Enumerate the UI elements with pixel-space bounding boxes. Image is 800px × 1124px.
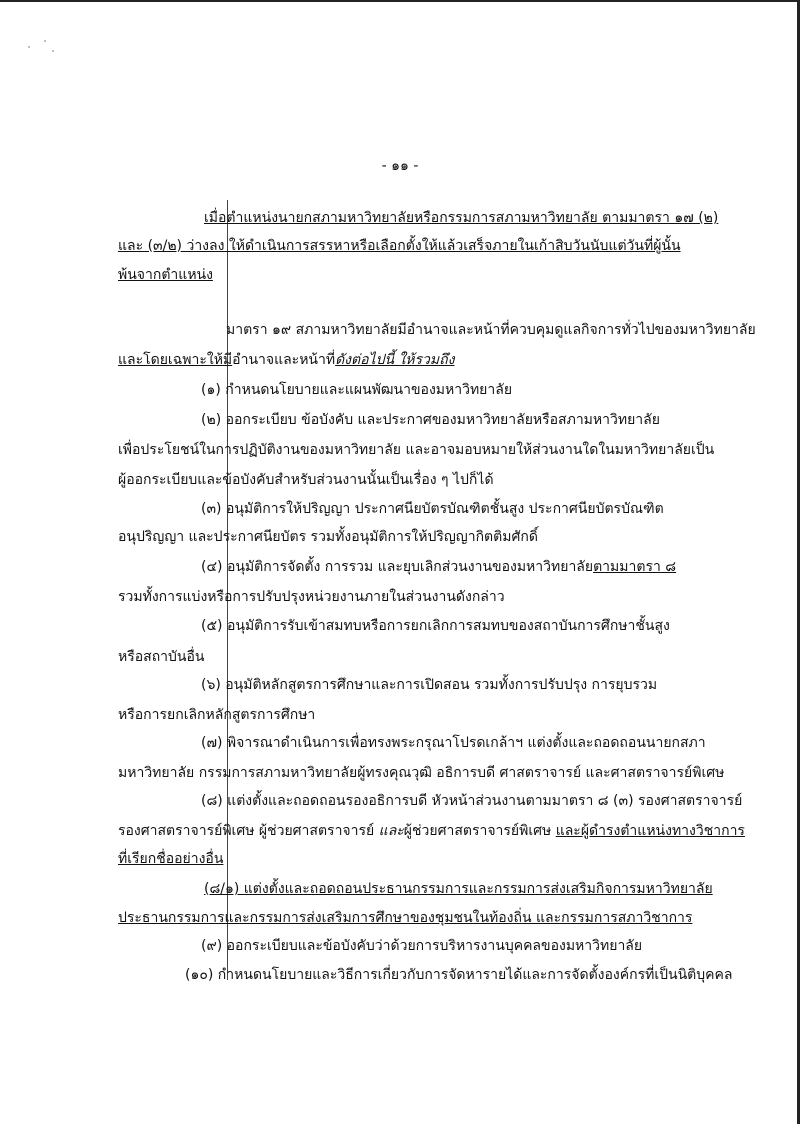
- document-line: [185, 966, 732, 984]
- line-segment: ตามมาตรา ๘: [593, 559, 677, 575]
- line-segment: รวมทั้งการแบ่งหรือการปรับปรุงหน่วยงานภายในส่วนงานดังกล่าว: [118, 589, 505, 605]
- document-line: [118, 237, 681, 255]
- line-segment: และ: [378, 823, 404, 839]
- document-line: [201, 381, 512, 399]
- document-line: [118, 471, 494, 489]
- line-segment: หรือสถาบันอื่น: [118, 649, 205, 665]
- document-line: [201, 411, 660, 429]
- document-line: [118, 706, 315, 724]
- page-number: - ๑๑ -: [381, 158, 419, 174]
- document-line: [201, 734, 706, 752]
- line-segment: ผู้ออกระเบียบและข้อบังคับสำหรับส่วนงานนั้นเป็นเรื่อง ๆ ไปก็ได้: [118, 472, 494, 488]
- document-line: [118, 441, 714, 459]
- line-segment: (๕) อนุมัติการรับเข้าสมทบหรือการยกเลิกการสมทบของสถาบันการศึกษาชั้นสูง: [201, 618, 670, 634]
- line-segment: มาตรา ๑๙ สภามหาวิทยาลัยมีอำนาจและหน้าที่ควบคุมดูแลกิจการทั่วไปของมหาวิทยาลัย: [226, 322, 756, 338]
- line-segment: (๑) กำหนดนโยบายและแผนพัฒนาของมหาวิทยาลัย: [201, 382, 513, 398]
- line-segment: (๔) อนุมัติการจัดตั้ง การรวม และยุบเลิกส่วนงานของมหาวิทยาลัย: [201, 559, 594, 575]
- document-line: [201, 500, 664, 518]
- line-segment: หรือการยกเลิกหลักสูตรการศึกษา: [118, 707, 316, 723]
- document-line: [118, 588, 505, 606]
- line-segment: ผู้ช่วยศาสตราจารย์พิเศษ: [403, 823, 556, 839]
- line-segment: มหาวิทยาลัย กรรมการสภามหาวิทยาลัยผู้ทรงคุณวุฒิ อธิการบดี ศาสตราจารย์ และศาสตราจารย์พิเศษ: [118, 765, 725, 781]
- line-segment: (๘) แต่งตั้งและถอดถอนรองอธิการบดี หัวหน้าส่วนงานตามมาตรา ๘ (๓) รองศาสตราจารย์: [201, 793, 743, 809]
- line-segment: (๓) อนุมัติการให้ปริญญา ประกาศนียบัตรบัณฑิตชั้นสูง ประกาศนียบัตรบัณฑิต: [201, 501, 664, 517]
- line-segment: รองศาสตราจารย์พิเศษ ผู้ช่วยศาสตราจารย์: [118, 823, 379, 839]
- line-segment: และโดยเฉพาะให้มี: [118, 352, 233, 368]
- document-line: [226, 321, 756, 339]
- scan-speck: [44, 40, 46, 42]
- line-segment: (๑๐) กำหนดนโยบายและวิธีการเกี่ยวกับการจัดหารายได้และการจัดตั้งองค์กรที่เป็นนิติบุคคล: [185, 967, 733, 983]
- document-line: [201, 558, 676, 576]
- document-line: [118, 764, 724, 782]
- scan-speck: [52, 50, 54, 52]
- scan-speck: [28, 46, 30, 48]
- line-segment: พ้นจากตำแหน่ง: [118, 267, 213, 283]
- document-line: [118, 850, 223, 868]
- document-line: [201, 617, 670, 635]
- line-segment: และผู้ดำรงตำแหน่งทางวิชาการ: [555, 823, 745, 839]
- document-line: [118, 822, 745, 840]
- document-line: [201, 937, 642, 955]
- line-segment: (๘/๑) แต่งตั้งและถอดถอนประธานกรรมการและกรรมการส่งเสริมกิจการมหาวิทยาลัย: [204, 881, 713, 897]
- document-line: [118, 351, 454, 369]
- line-segment: (๒) ออกระเบียบ ข้อบังคับ และประกาศของมหาวิทยาลัยหรือสภามหาวิทยาลัย: [201, 412, 660, 428]
- line-segment: (๖) อนุมัติหลักสูตรการศึกษาและการเปิดสอน รวมทั้งการปรับปรุง การยุบรวม: [201, 677, 658, 693]
- line-segment: ประธานกรรมการและกรรมการส่งเสริมการศึกษาของชุมชนในท้องถิ่น และกรรมการสภาวิชาการ: [118, 910, 693, 926]
- line-segment: เพื่อประโยชน์ในการปฏิบัติงานของมหาวิทยาลัย และอาจมอบหมายให้ส่วนงานใดในมหาวิทยาลัยเป็น: [118, 442, 715, 458]
- document-line: [204, 209, 718, 227]
- document-line: [118, 266, 213, 284]
- line-segment: อำนาจและหน้าที่: [232, 352, 336, 368]
- line-segment: ที่เรียกชื่ออย่างอื่น: [118, 851, 224, 867]
- line-segment: เมื่อตำแหน่งนายกสภามหาวิทยาลัยหรือกรรมการสภามหาวิทยาลัย ตามมาตรา ๑๗ (๒): [204, 210, 719, 226]
- line-segment: (๗) พิจารณาดำเนินการเพื่อทรงพระกรุณาโปรดเกล้าฯ แต่งตั้งและถอดถอนนายกสภา: [201, 735, 706, 751]
- line-segment: ดังต่อไปนี้ ให้รวมถึง: [335, 352, 455, 368]
- document-line: [118, 648, 204, 666]
- scan-border-top: [0, 0, 800, 2]
- line-segment: (๙) ออกระเบียบและข้อบังคับว่าด้วยการบริหารงานบุคคลของมหาวิทยาลัย: [201, 938, 643, 954]
- document-line: [204, 880, 713, 898]
- document-line: [118, 528, 538, 546]
- line-segment: อนุปริญญา และประกาศนียบัตร รวมทั้งอนุมัติการให้ปริญญากิตติมศักดิ์: [118, 529, 538, 545]
- document-line: [201, 676, 657, 694]
- document-line: [201, 792, 742, 810]
- line-segment: และ (๓/๒) ว่างลง ให้ดำเนินการสรรหาหรือเลือกตั้งให้แล้วเสร็จภายในเก้าสิบวันนับแต่วันที่ผู้นั้น: [118, 238, 681, 254]
- document-line: [118, 909, 692, 927]
